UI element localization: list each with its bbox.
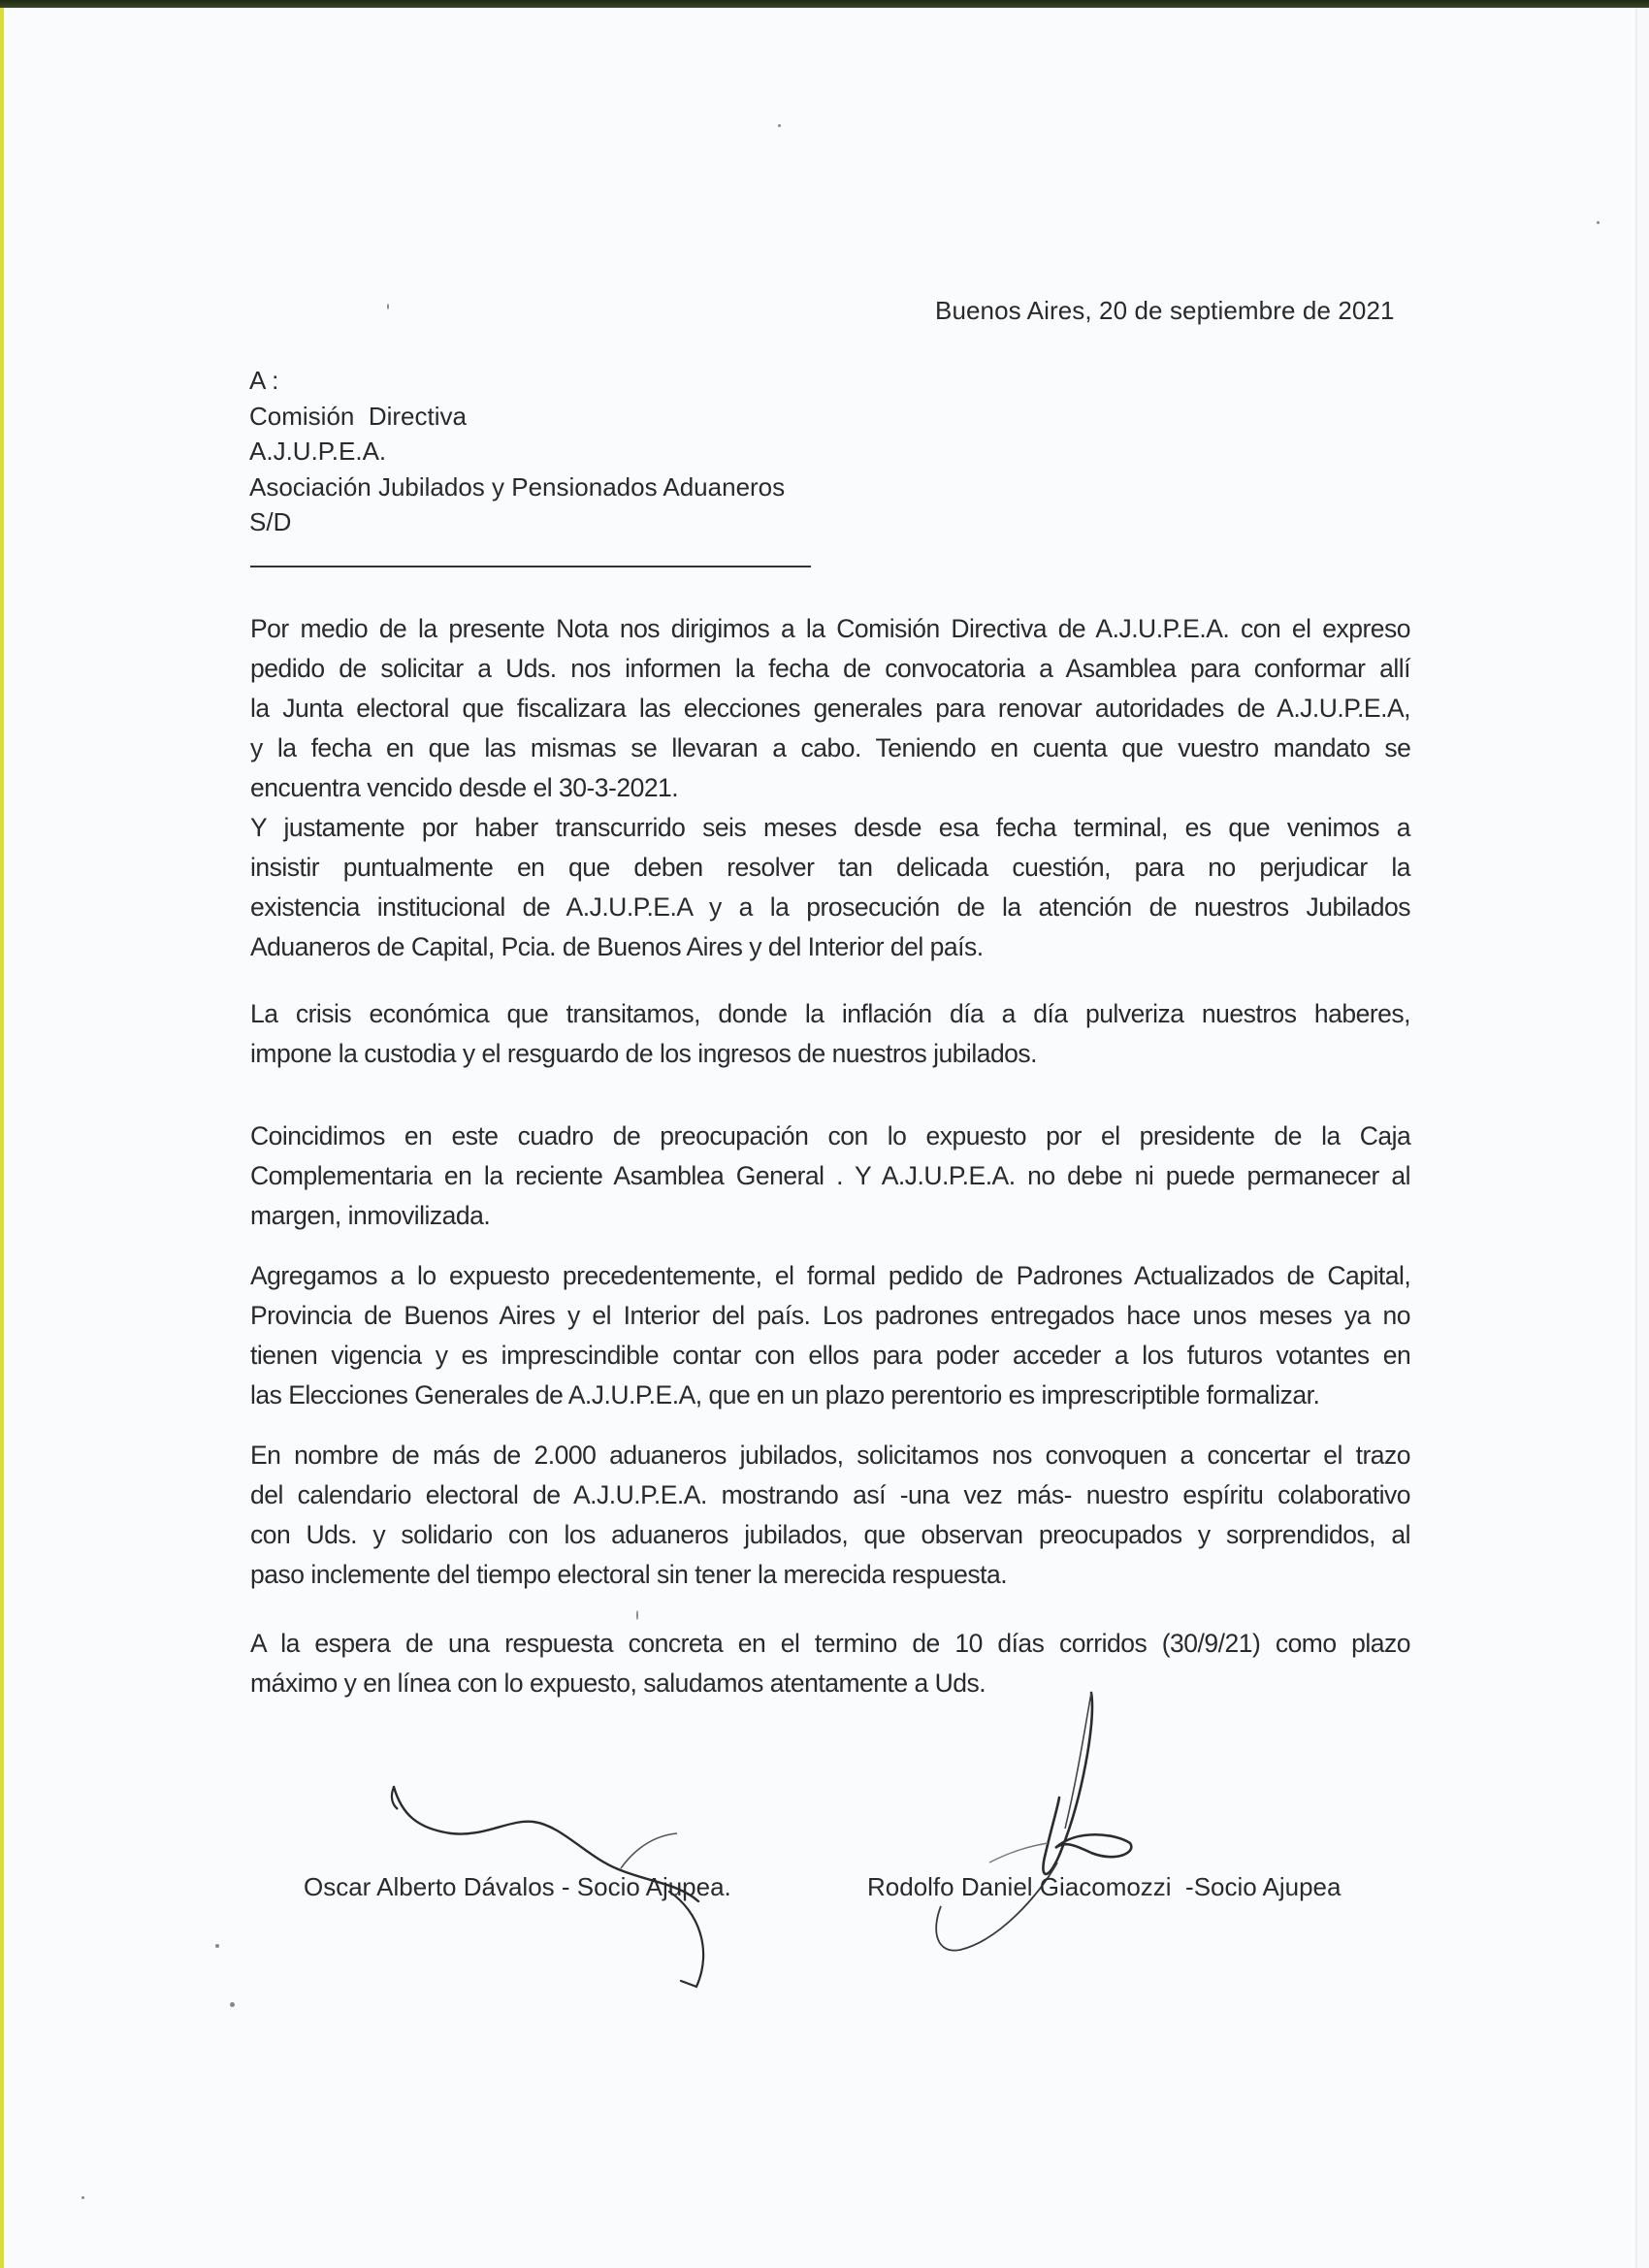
paragraph-request	[250, 609, 1410, 967]
text-line: paso inclemente del tiempo electoral sin tener la merecida respuesta.	[250, 1560, 1008, 1589]
text-line: Complementaria en la reciente Asamblea General . Y A.J.U.P.E.A. no debe ni puede permanecer al	[250, 1161, 1410, 1190]
scan-speck	[230, 2002, 235, 2007]
scan-speck	[636, 1610, 638, 1620]
scan-speck	[387, 304, 389, 309]
paragraph-closing	[250, 1624, 1410, 1703]
text-line: con Uds. y solidario con los aduaneros jubilados, que observan preocupados y sorprendidos, al	[250, 1520, 1410, 1549]
text-line: Provincia de Buenos Aires y el Interior del país. Los padrones entregados hace unos meses ya no	[250, 1301, 1410, 1330]
signatory-name-giacomozzi: Rodolfo Daniel Giacomozzi -Socio Ajupea	[867, 1872, 1342, 1901]
signature-stroke	[669, 1892, 703, 1987]
paragraph-voter-rolls	[250, 1256, 1410, 1415]
scan-speck	[1597, 221, 1600, 224]
scan-speck	[215, 1944, 219, 1948]
text-line: insistir puntualmente en que deben resolver tan delicada cuestión, para no perjudicar la	[250, 853, 1410, 882]
signature-giacomozzi	[892, 1683, 1145, 1964]
text-line: pedido de solicitar a Uds. nos informen la fecha de convocatoria a Asamblea para conformar allí	[250, 654, 1410, 683]
addressee-block	[249, 363, 785, 540]
text-line: encuentra vencido desde el 30-3-2021.	[250, 773, 679, 802]
text-line: Y justamente por haber transcurrido seis meses desde esa fecha terminal, es que venimos a	[250, 813, 1410, 842]
scan-edge-top	[0, 0, 1649, 8]
text-line: Agregamos a lo expuesto precedentemente, el formal pedido de Padrones Actualizados de Capital,	[250, 1261, 1411, 1290]
text-line: máximo y en línea con lo expuesto, saludamos atentamente a Uds.	[250, 1669, 986, 1698]
text-line: las Elecciones Generales de A.J.U.P.E.A, que en un plazo perentorio es imprescriptible formalizar.	[250, 1380, 1320, 1409]
text-line: existencia institucional de A.J.U.P.E.A y a la prosecución de la atención de nuestros Jubilados	[250, 892, 1410, 922]
addressee-line: Comisión Directiva	[249, 401, 467, 431]
paragraph-economic-crisis	[250, 994, 1410, 1074]
text-line: Aduaneros de Capital, Pcia. de Buenos Aires y del Interior del país.	[250, 932, 984, 961]
addressee-line: Asociación Jubilados y Pensionados Aduaneros	[249, 471, 786, 502]
addressee-line: S/D	[249, 507, 292, 536]
text-line: y la fecha en que las mismas se llevaran a cabo. Teniendo en cuenta que vuestro mandato se	[250, 733, 1411, 762]
text-line: del calendario electoral de A.J.U.P.E.A. mostrando así -una vez más- nuestro espíritu colaborativo	[250, 1480, 1410, 1509]
text-line: la Junta electoral que fiscalizara las elecciones generales para renovar autoridades de A.J.U.P.E.A,	[250, 694, 1410, 723]
text-line: margen, inmovilizada.	[250, 1201, 491, 1230]
paragraph-coincidence	[250, 1117, 1410, 1236]
text-line: impone la custodia y el resguardo de los ingresos de nuestros jubilados.	[250, 1039, 1038, 1068]
signature-stroke	[621, 1833, 677, 1868]
addressee-line: A.J.U.P.E.A.	[249, 437, 387, 466]
scan-speck	[778, 124, 781, 127]
signature-stroke	[989, 1843, 1048, 1863]
addressee-line: A :	[249, 366, 279, 395]
text-line: Por medio de la presente Nota nos dirigimos a la Comisión Directiva de A.J.U.P.E.A. con el expreso	[250, 614, 1410, 643]
letter-date: Buenos Aires, 20 de septiembre de 2021	[935, 296, 1395, 325]
signatory-name-davalos: Oscar Alberto Dávalos - Socio Ajupea.	[304, 1872, 731, 1901]
text-line: tienen vigencia y es imprescindible contar con ellos para poder acceder a los futuros votantes en	[250, 1341, 1411, 1370]
signature-stroke	[1043, 1693, 1092, 1874]
text-line: A la espera de una respuesta concreta en el termino de 10 días corridos (30/9/21) como plazo	[250, 1629, 1410, 1658]
scan-edge-right	[1635, 8, 1637, 2268]
text-line: En nombre de más de 2.000 aduaneros jubilados, solicitamos nos convoquen a concertar el trazo	[250, 1441, 1410, 1470]
paragraph-electoral-calendar	[250, 1436, 1410, 1595]
addressee-divider	[250, 566, 811, 567]
text-line: La crisis económica que transitamos, donde la inflación día a día pulveriza nuestros haberes,	[250, 999, 1410, 1028]
scan-speck	[81, 2196, 84, 2199]
text-line: Coincidimos en este cuadro de preocupación con lo expuesto por el presidente de la Caja	[250, 1121, 1411, 1150]
